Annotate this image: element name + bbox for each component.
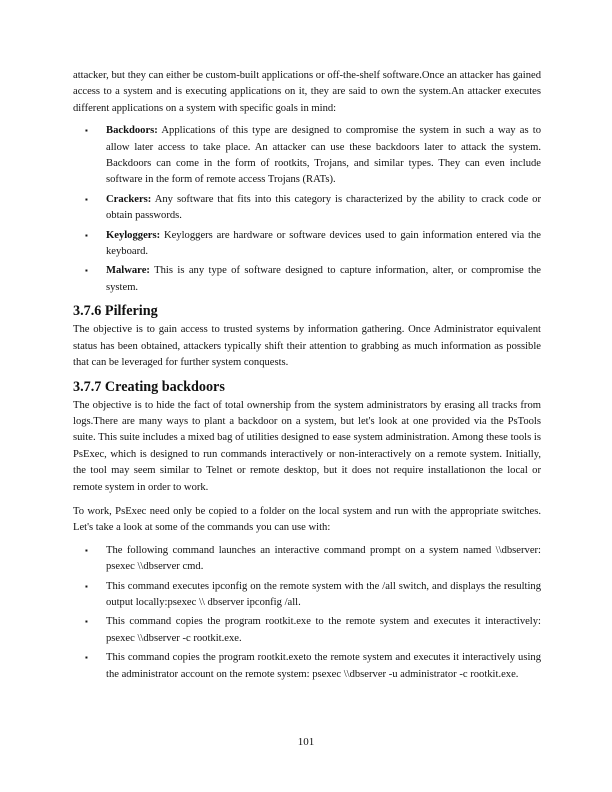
definition-text: Keyloggers are hardware or software devices used to gain information entered via the keyboard. — [106, 229, 541, 258]
list-item — [73, 228, 541, 261]
psexec-command-list — [73, 543, 541, 683]
bullet-icon: ▪ — [85, 617, 88, 627]
bullet-icon: ▪ — [85, 581, 88, 591]
bullet-icon: ▪ — [85, 653, 88, 663]
list-item — [73, 263, 541, 296]
intro-paragraph: attacker, but they can either be custom-built applications or off-the-shelf software.Once an attacker has gained access to a system and is executing applications on it, they are said to own the system.An attacker executes different applications on a system with specific goals in mind: — [73, 70, 541, 114]
term-crackers: Crackers: — [106, 193, 152, 205]
list-item — [73, 579, 541, 612]
term-backdoors: Backdoors: — [106, 125, 158, 137]
command-description: This command executes ipconfig on the remote system with the /all switch, and displays the resulting output locally:psexec \\ dbserver ipconfig /all. — [106, 580, 541, 608]
attack-tool-list — [73, 123, 541, 296]
page-number: 101 — [297, 736, 315, 748]
definition-text: Applications of this type are designed to compromise the system in such a way as to allow later access to take place. An attacker can use these backdoors later to attack the system. Backdoors can come in the form of rootkits, Trojans, and similar types. They can even include software in the form of remote access Trojans (RATs). — [106, 125, 541, 186]
section-heading-pilfering: 3.7.6 Pilfering — [73, 303, 158, 320]
bullet-icon: ▪ — [85, 194, 88, 204]
list-item — [73, 650, 541, 683]
bullet-icon: ▪ — [85, 126, 88, 136]
psexec-paragraph: To work, PsExec need only be copied to a folder on the local system and run with the appropriate switches. Let's take a look at some of the commands you can use with: — [73, 505, 541, 534]
definition-text: Any software that fits into this category is characterized by the ability to crack code or obtain passwords. — [106, 193, 541, 222]
bullet-icon: ▪ — [85, 266, 88, 276]
definition-text: This is any type of software designed to capture information, alter, or compromise the system. — [106, 265, 541, 293]
command-description: The following command launches an interactive command prompt on a system named \\dbserver: psexec \\dbserver cmd. — [106, 544, 541, 573]
term-malware: Malware: — [106, 265, 150, 277]
list-item — [73, 614, 541, 647]
command-description: This command copies the program rootkit.exe to the remote system and executes it interactively: psexec \\dbserver -c rootkit.exe. — [106, 616, 541, 644]
page-content — [73, 68, 541, 686]
bullet-icon: ▪ — [85, 545, 88, 555]
backdoors-paragraph: The objective is to hide the fact of total ownership from the system administrators by erasing all tracks from logs.There are many ways to plant a backdoor on a system, but let's look at one provided via the PsTools suite. This suite includes a mixed bag of utilities designed to ease system administration. Among these tools is PsExec, which is designed to run commands interactively or non-interactively on a remote system. Initially, the tool may seem similar to Telnet or remote desktop, but it does not require installationon the local or remote system in order to work. — [73, 399, 541, 493]
list-item — [73, 123, 541, 189]
pilfering-paragraph: The objective is to gain access to trusted systems by information gathering. Once Administrator equivalent status has been obtained, attackers typically shift their attention to grabbing as much information as possible that can be leveraged for further system conquests. — [73, 324, 541, 369]
list-item — [73, 192, 541, 225]
command-description: This command copies the program rootkit.exeto the remote system and executes it interactively using the administrator account on the remote system: psexec \\dbserver -u administrator -c rootkit.exe. — [106, 652, 541, 680]
section-heading-creating-backdoors: 3.7.7 Creating backdoors — [73, 378, 225, 395]
bullet-icon: ▪ — [85, 230, 88, 240]
list-item — [73, 543, 541, 576]
term-keyloggers: Keyloggers: — [106, 229, 161, 241]
